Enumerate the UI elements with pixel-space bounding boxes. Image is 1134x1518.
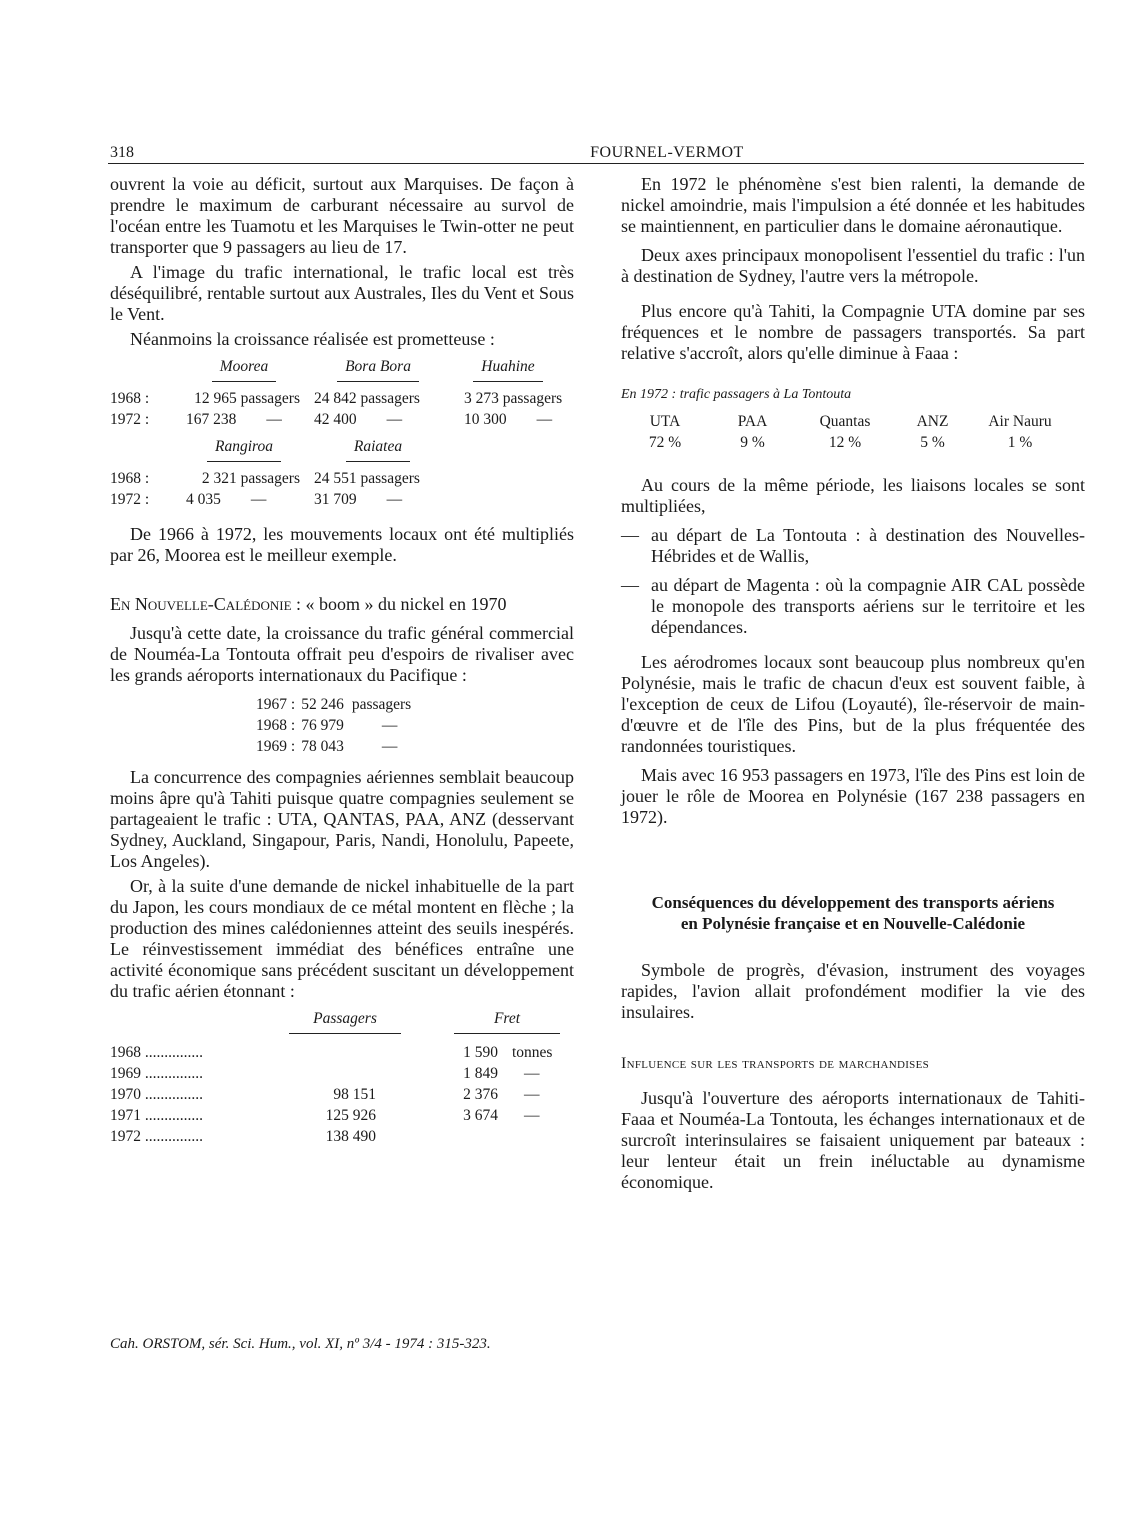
left-paragraph-3: Néanmoins la croissance réalisée est prometteuse : xyxy=(130,329,495,349)
head-passagers: Passagers xyxy=(289,1008,401,1034)
table-row: 72 % 9 % 12 % 5 % 1 % xyxy=(648,434,1033,451)
right-paragraph-7: Symbole de progrès, d'évasion, instrument des voyages rapides, l'avion allait profondément modifier la vie des insulaires. xyxy=(621,960,1085,1022)
left-paragraph-4: De 1966 à 1972, les mouvements locaux ont été multipliés par 26, Moorea est le meilleur exemple. xyxy=(110,524,574,565)
right-paragraph-2: Deux axes principaux monopolisent l'essentiel du trafic : l'un à destination de Sydney, l'autre vers la métropole. xyxy=(621,245,1085,286)
tontouta-traffic-shares xyxy=(625,411,1065,453)
ditto-mark: — xyxy=(386,411,403,428)
table-row: 1969 ............... 1 849 — xyxy=(110,1065,540,1082)
traffic-caption: En 1972 : trafic passagers à La Tontouta xyxy=(621,387,852,402)
list-item: 1967 : 52 246 passagers xyxy=(256,696,412,713)
table-row: 1970 ............... 98 151 2 376 — xyxy=(110,1086,540,1103)
head-rangiroa: Rangiroa xyxy=(207,436,281,462)
left-paragraph-6: La concurrence des compagnies aériennes semblait beaucoup moins âpre qu'à Tahiti puisque quatre compagnies seulement se partageaient le trafic : UTA, QANTAS, PAA, ANZ (desservant Sydney, Auckland, Singapour, Paris, Nandi, Honolulu, Papeete, Los Angeles). xyxy=(110,767,574,871)
running-title xyxy=(0,144,1134,162)
ditto-mark: — xyxy=(536,411,553,428)
value-cell: 3 273 passagers xyxy=(464,390,563,407)
local-traffic-table-1 xyxy=(110,356,568,510)
table-row xyxy=(110,388,568,409)
value-cell: 24 842 passagers xyxy=(314,390,420,407)
left-paragraph-1: ouvrent la voie au déficit, surtout aux Marquises. De façon à prendre le maximum de carburant nécessaire au survol de l'océan entre les Tuamotu et les Marquises le Twin-otter ne peut transporter que 9 passagers au lieu de 17. xyxy=(110,174,574,257)
ditto-mark: — xyxy=(266,411,282,428)
footer-citation: Cah. ORSTOM, sér. Sci. Hum., vol. XI, nº 3/4 - 1974 : 315-323. xyxy=(110,1336,491,1352)
table-row: 1971 ............... 125 926 3 674 — xyxy=(110,1107,540,1124)
value-cell: 10 300 xyxy=(464,411,507,428)
right-paragraph-3: Plus encore qu'à Tahiti, la Compagnie UTA domine par ses fréquences et le nombre de passagers transportés. Sa part relative s'accroît, alors qu'elle diminue à Faaa : xyxy=(621,301,1085,363)
page-number: 318 xyxy=(110,144,134,161)
passenger-years-list xyxy=(256,694,411,757)
table-row xyxy=(110,489,568,510)
section-heading-nouvelle-caledonie xyxy=(110,594,574,615)
table-row: 1972 ............... 138 490 xyxy=(110,1128,376,1145)
right-column xyxy=(621,174,1085,1197)
head-bora-bora: Bora Bora xyxy=(337,356,419,382)
ditto-mark: — xyxy=(250,491,267,508)
table-row xyxy=(110,468,568,489)
head-moorea: Moorea xyxy=(212,356,277,382)
value-cell: 167 238 xyxy=(186,411,237,428)
value-cell: 24 551 passagers xyxy=(314,470,420,487)
header-rule xyxy=(108,163,1084,164)
value-cell: 31 709 xyxy=(314,491,357,508)
right-paragraph-6: Mais avec 16 953 passagers en 1973, l'île des Pins est loin de jouer le rôle de Moorea en Polynésie (167 238 passagers en 1972). xyxy=(621,765,1085,827)
section-heading-smallcaps: En Nouvelle-Calédonie xyxy=(110,594,292,614)
table-row xyxy=(110,409,568,430)
left-paragraph-2: A l'image du trafic international, le trafic local est très déséquilibré, rentable surtout aux Australes, Iles du Vent et Sous le Vent. xyxy=(110,262,574,324)
list-item: 1968 : 76 979 — xyxy=(256,717,398,734)
value-cell: 12 965 passagers xyxy=(194,390,300,407)
running-title-text: FOURNEL-VERMOT xyxy=(590,144,744,161)
left-paragraph-5: Jusqu'à cette date, la croissance du trafic général commercial de Nouméa-La Tontouta offrait peu d'espoirs de rivaliser avec les grands aéroports internationaux du Pacifique : xyxy=(110,623,574,685)
section-heading-rest: : « boom » du nickel en 1970 xyxy=(291,594,507,614)
section-title-consequences: Conséquences du développement des transports aériens en Polynésie française et en Nouvelle-Calédonie xyxy=(651,893,1055,933)
year-cell: 1972 : xyxy=(110,491,150,508)
table-head-row xyxy=(110,436,568,462)
ditto-mark: — xyxy=(386,491,403,508)
head-huahine: Huahine xyxy=(473,356,542,382)
left-paragraph-7: Or, à la suite d'une demande de nickel inhabituelle de la part du Japon, les cours mondiaux de ce métal montent en flèche ; la production des mines calédoniennes atteint des seuils inespérés. Le réinvestissement immédiat des bénéfices entraîne une activité économique sans précédent suscitant un développement du trafic aérien étonnant : xyxy=(110,876,574,1001)
year-cell: 1968 : xyxy=(110,390,150,407)
value-cell: 2 321 passagers xyxy=(201,470,300,487)
table-row: 1968 ............... 1 590 tonnes xyxy=(110,1044,553,1061)
head-fret: Fret xyxy=(454,1008,560,1034)
right-paragraph-5: Les aérodromes locaux sont beaucoup plus nombreux qu'en Polynésie, mais le trafic de chacun d'eux est souvent faible, à l'exception de ceux de Lifou (Loyauté), île-réservoir de main-d'œuvre et de l'île des Pins, but de la plus fréquentée des randonnées touristiques. xyxy=(621,652,1085,756)
year-cell: 1968 : xyxy=(110,470,150,487)
list-item: 1969 : 78 043 — xyxy=(256,738,398,755)
right-paragraph-1: En 1972 le phénomène s'est bien ralenti, la demande de nickel amoindrie, mais l'impulsion a été donnée et les habitudes se maintiennent, en particulier dans le domaine aéronautique. xyxy=(621,174,1085,236)
table-head-row: UTA PAA Quantas ANZ Air Nauru xyxy=(649,413,1052,430)
right-paragraph-8: Jusqu'à l'ouverture des aéroports internationaux de Tahiti-Faaa et Nouméa-La Tontouta, les échanges internationaux et de surcroît interinsulaires se faisaient uniquement par bateaux : leur lenteur était un frein inéluctable au dynamisme économique. xyxy=(621,1088,1085,1192)
left-column xyxy=(110,174,574,1147)
value-cell: 42 400 xyxy=(314,411,357,428)
head-raiatea: Raiatea xyxy=(346,436,410,462)
right-paragraph-4: Au cours de la même période, les liaisons locales se sont multipliées, xyxy=(621,475,1085,516)
table-head-row xyxy=(110,356,568,382)
list-item: — au départ de La Tontouta : à destination des Nouvelles-Hébrides et de Wallis, xyxy=(621,525,1085,566)
subheading-marchandises: Influence sur les transports de marchandises xyxy=(621,1055,930,1072)
table-head-row xyxy=(110,1008,574,1034)
nickel-traffic-table xyxy=(110,1008,574,1147)
year-cell: 1972 : xyxy=(110,411,150,428)
list-item: — au départ de Magenta : où la compagnie AIR CAL possède le monopole des transports aériens sur le territoire et les dépendances. xyxy=(621,575,1085,637)
value-cell: 4 035 xyxy=(186,491,221,508)
